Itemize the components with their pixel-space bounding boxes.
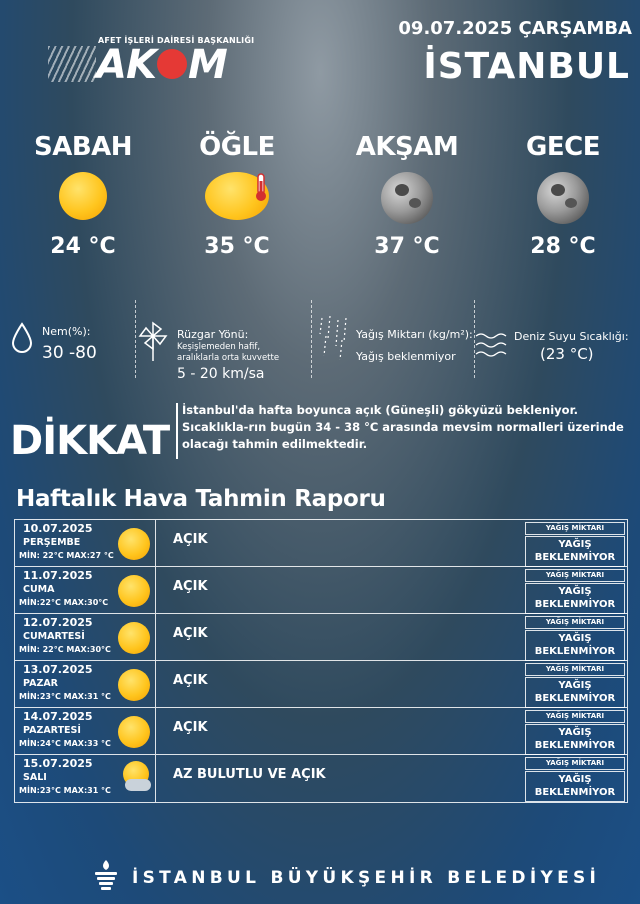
warning-text: İstanbul'da hafta boyunca açık (Güneşli) gökyüzü bekleniyor. Sıcaklıkla-rın bugün 34 - 38 °C arasında mevsim normalleri üzerinde olacağı tahmin edilmektedir. bbox=[182, 403, 624, 451]
period-gece bbox=[488, 132, 638, 259]
date-cell bbox=[15, 567, 156, 613]
logo-stripes bbox=[48, 46, 96, 82]
rain-value: YAĞIŞ BEKLENMİYOR bbox=[525, 771, 625, 802]
rain-header: YAĞIŞ MİKTARI bbox=[525, 710, 625, 723]
period-name: ÖĞLE bbox=[199, 132, 275, 162]
rain-value: YAĞIŞ BEKLENMİYOR bbox=[525, 583, 625, 614]
row-desc: AÇIK bbox=[173, 532, 208, 547]
table-row bbox=[14, 707, 628, 754]
row-desc: AÇIK bbox=[173, 626, 208, 641]
logo-text-a: AK bbox=[96, 42, 156, 88]
period-temp: 35 °C bbox=[204, 234, 270, 259]
wind-label: Rüzgar Yönü: bbox=[177, 328, 249, 341]
row-minmax: MİN:23°C MAX:31 °C bbox=[19, 692, 111, 701]
period-temp: 28 °C bbox=[530, 234, 596, 259]
sun-icon bbox=[118, 528, 150, 560]
sea-value: (23 °C) bbox=[540, 345, 594, 363]
ibb-emblem-icon bbox=[92, 858, 120, 894]
table-row bbox=[14, 660, 628, 707]
warning-divider bbox=[176, 403, 178, 459]
date-cell bbox=[15, 520, 156, 566]
sun-icon bbox=[118, 575, 150, 607]
row-desc: AZ BULUTLU VE AÇIK bbox=[173, 767, 326, 782]
date-cell bbox=[15, 614, 156, 660]
row-date: 15.07.2025 bbox=[23, 757, 93, 770]
city-title: İSTANBUL bbox=[423, 46, 630, 87]
humidity-value: 30 -80 bbox=[42, 343, 97, 363]
row-minmax: MİN:23°C MAX:31 °C bbox=[19, 786, 111, 795]
table-row bbox=[14, 519, 628, 566]
wind-value: 5 - 20 km/sa bbox=[177, 366, 265, 382]
row-date: 11.07.2025 bbox=[23, 569, 93, 582]
row-minmax: MİN:22°C MAX:30°C bbox=[19, 598, 109, 607]
weekly-table bbox=[14, 519, 628, 803]
rain-header: YAĞIŞ MİKTARI bbox=[525, 569, 625, 582]
date-cell bbox=[15, 708, 156, 754]
rain-cell bbox=[525, 663, 625, 708]
rain-cell bbox=[525, 757, 625, 802]
row-day: CUMA bbox=[23, 584, 55, 595]
period-sabah bbox=[8, 132, 158, 259]
footer-title: İSTANBUL BÜYÜKŞEHİR BELEDİYESİ bbox=[132, 868, 601, 888]
humidity-drop-icon bbox=[10, 322, 34, 354]
rain-label: Yağış Miktarı (kg/m²): bbox=[356, 328, 473, 341]
sun-icon bbox=[118, 622, 150, 654]
warning-title: DİKKAT bbox=[10, 418, 170, 464]
rain-drops-icon bbox=[318, 316, 354, 360]
period-temp: 24 °C bbox=[50, 234, 116, 259]
akom-logo bbox=[96, 44, 227, 86]
date-cell bbox=[15, 661, 156, 707]
row-desc: AÇIK bbox=[173, 673, 208, 688]
rain-cell bbox=[525, 616, 625, 661]
row-date: 12.07.2025 bbox=[23, 616, 93, 629]
sun-icon bbox=[59, 172, 107, 220]
logo-red-o bbox=[157, 49, 187, 79]
row-date: 10.07.2025 bbox=[23, 522, 93, 535]
row-minmax: MİN: 22°C MAX:27 °C bbox=[19, 551, 114, 560]
row-minmax: MİN:24°C MAX:33 °C bbox=[19, 739, 111, 748]
rain-value: YAĞIŞ BEKLENMİYOR bbox=[525, 630, 625, 661]
rain-value: YAĞIŞ BEKLENMİYOR bbox=[525, 724, 625, 755]
table-row bbox=[14, 754, 628, 803]
rain-header: YAĞIŞ MİKTARI bbox=[525, 663, 625, 676]
humidity-label: Nem(%): bbox=[42, 325, 91, 338]
cloud-icon bbox=[125, 779, 151, 791]
logo-text-b: M bbox=[187, 42, 227, 88]
row-day: CUMARTESİ bbox=[23, 631, 85, 642]
row-minmax: MİN: 22°C MAX:30°C bbox=[19, 645, 111, 654]
weekly-title: Haftalık Hava Tahmin Raporu bbox=[16, 486, 386, 512]
row-date: 13.07.2025 bbox=[23, 663, 93, 676]
row-day: PERŞEMBE bbox=[23, 537, 81, 548]
thermometer-icon bbox=[254, 172, 268, 202]
date-label: 09.07.2025 ÇARŞAMBA bbox=[398, 18, 632, 39]
rain-cell bbox=[525, 710, 625, 755]
period-name: GECE bbox=[526, 132, 600, 162]
period-aksam bbox=[332, 132, 482, 259]
wind-note: Keşişlemeden hafif, aralıklarla orta kuvvette bbox=[177, 342, 280, 363]
moon-icon bbox=[381, 172, 433, 224]
rain-header: YAĞIŞ MİKTARI bbox=[525, 616, 625, 629]
rain-value: YAĞIŞ BEKLENMİYOR bbox=[525, 536, 625, 567]
table-row bbox=[14, 566, 628, 613]
pinwheel-icon bbox=[137, 320, 169, 362]
rain-header: YAĞIŞ MİKTARI bbox=[525, 757, 625, 770]
rain-value: Yağış beklenmiyor bbox=[356, 350, 456, 363]
period-name: AKŞAM bbox=[355, 132, 459, 162]
date-cell bbox=[15, 755, 156, 802]
sun-icon bbox=[118, 716, 150, 748]
sea-label: Deniz Suyu Sıcaklığı: bbox=[514, 330, 629, 343]
period-ogle bbox=[162, 132, 312, 259]
period-temp: 37 °C bbox=[374, 234, 440, 259]
sea-waves-icon bbox=[474, 330, 508, 360]
row-date: 14.07.2025 bbox=[23, 710, 93, 723]
row-day: PAZAR bbox=[23, 678, 58, 689]
row-day: SALI bbox=[23, 772, 47, 783]
sun-icon bbox=[118, 669, 150, 701]
row-desc: AÇIK bbox=[173, 579, 208, 594]
row-desc: AÇIK bbox=[173, 720, 208, 735]
org-subtitle: AFET İŞLERİ DAİRESİ BAŞKANLIĞI bbox=[98, 36, 255, 45]
rain-cell bbox=[525, 569, 625, 614]
table-row bbox=[14, 613, 628, 660]
rain-header: YAĞIŞ MİKTARI bbox=[525, 522, 625, 535]
divider bbox=[311, 300, 313, 378]
rain-value: YAĞIŞ BEKLENMİYOR bbox=[525, 677, 625, 708]
period-name: SABAH bbox=[33, 132, 133, 162]
moon-icon bbox=[537, 172, 589, 224]
row-day: PAZARTESİ bbox=[23, 725, 81, 736]
rain-cell bbox=[525, 522, 625, 567]
